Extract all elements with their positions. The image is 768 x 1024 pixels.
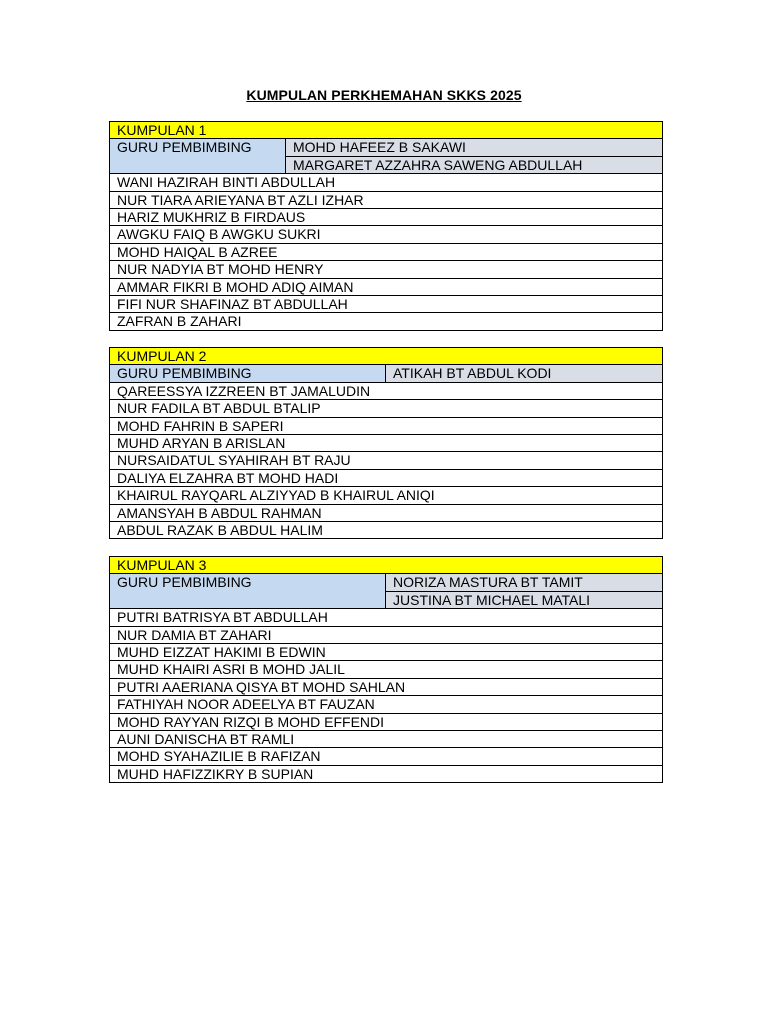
member-row bbox=[110, 643, 663, 660]
guru-name: MARGARET AZZAHRA SAWENG ABDULLAH bbox=[286, 156, 663, 173]
member-name: QAREESSYA IZZREEN BT JAMALUDIN bbox=[110, 382, 663, 399]
guru-name: MOHD HAFEEZ B SAKAWI bbox=[286, 139, 663, 156]
guru-row bbox=[110, 365, 663, 382]
member-name: AUNI DANISCHA BT RAMLI bbox=[110, 730, 663, 747]
member-row bbox=[110, 243, 663, 260]
member-row bbox=[110, 174, 663, 191]
member-name: NUR FADILA BT ABDUL BTALIP bbox=[110, 400, 663, 417]
member-row bbox=[110, 661, 663, 678]
member-name: MOHD SYAHAZILIE B RAFIZAN bbox=[110, 748, 663, 765]
member-row bbox=[110, 382, 663, 399]
member-name: NUR NADYIA BT MOHD HENRY bbox=[110, 261, 663, 278]
member-name: PUTRI BATRISYA BT ABDULLAH bbox=[110, 609, 663, 626]
member-row bbox=[110, 748, 663, 765]
guru-label: GURU PEMBIMBING bbox=[110, 574, 386, 609]
member-name: NUR TIARA ARIEYANA BT AZLI IZHAR bbox=[110, 191, 663, 208]
member-row bbox=[110, 434, 663, 451]
member-row bbox=[110, 469, 663, 486]
member-name: MUHD EIZZAT HAKIMI B EDWIN bbox=[110, 643, 663, 660]
group-name: KUMPULAN 1 bbox=[110, 122, 663, 139]
member-name: MUHD ARYAN B ARISLAN bbox=[110, 434, 663, 451]
group-table bbox=[109, 121, 663, 331]
group-name: KUMPULAN 2 bbox=[110, 348, 663, 365]
member-name: MUHD HAFIZZIKRY B SUPIAN bbox=[110, 765, 663, 782]
member-name: ABDUL RAZAK B ABDUL HALIM bbox=[110, 521, 663, 538]
guru-label: GURU PEMBIMBING bbox=[110, 139, 286, 174]
member-name: MOHD HAIQAL B AZREE bbox=[110, 243, 663, 260]
member-row bbox=[110, 678, 663, 695]
guru-row bbox=[110, 139, 663, 156]
member-name: ZAFRAN B ZAHARI bbox=[110, 313, 663, 330]
member-name: WANI HAZIRAH BINTI ABDULLAH bbox=[110, 174, 663, 191]
group-name: KUMPULAN 3 bbox=[110, 557, 663, 574]
member-name: NUR DAMIA BT ZAHARI bbox=[110, 626, 663, 643]
member-row bbox=[110, 452, 663, 469]
guru-row bbox=[110, 574, 663, 591]
member-row bbox=[110, 417, 663, 434]
member-row bbox=[110, 400, 663, 417]
group-header-row bbox=[110, 557, 663, 574]
member-name: NURSAIDATUL SYAHIRAH BT RAJU bbox=[110, 452, 663, 469]
member-row bbox=[110, 765, 663, 782]
member-row bbox=[110, 713, 663, 730]
member-row bbox=[110, 226, 663, 243]
page-title: KUMPULAN PERKHEMAHAN SKKS 2025 bbox=[246, 87, 522, 103]
guru-name: ATIKAH BT ABDUL KODI bbox=[386, 365, 663, 382]
member-name: FIFI NUR SHAFINAZ BT ABDULLAH bbox=[110, 295, 663, 312]
member-name: AWGKU FAIQ B AWGKU SUKRI bbox=[110, 226, 663, 243]
member-name: MUHD KHAIRI ASRI B MOHD JALIL bbox=[110, 661, 663, 678]
member-name: HARIZ MUKHRIZ B FIRDAUS bbox=[110, 208, 663, 225]
member-name: AMMAR FIKRI B MOHD ADIQ AIMAN bbox=[110, 278, 663, 295]
member-name: DALIYA ELZAHRA BT MOHD HADI bbox=[110, 469, 663, 486]
member-row bbox=[110, 521, 663, 538]
member-row bbox=[110, 730, 663, 747]
member-row bbox=[110, 696, 663, 713]
guru-label: GURU PEMBIMBING bbox=[110, 365, 386, 382]
member-row bbox=[110, 295, 663, 312]
group-header-row bbox=[110, 348, 663, 365]
guru-name: NORIZA MASTURA BT TAMIT bbox=[386, 574, 663, 591]
member-row bbox=[110, 278, 663, 295]
member-row bbox=[110, 191, 663, 208]
member-row bbox=[110, 208, 663, 225]
member-name: AMANSYAH B ABDUL RAHMAN bbox=[110, 504, 663, 521]
group-table bbox=[109, 556, 663, 783]
member-name: MOHD RAYYAN RIZQI B MOHD EFFENDI bbox=[110, 713, 663, 730]
group-header-row bbox=[110, 122, 663, 139]
member-row bbox=[110, 626, 663, 643]
member-name: FATHIYAH NOOR ADEELYA BT FAUZAN bbox=[110, 696, 663, 713]
member-row bbox=[110, 487, 663, 504]
group-table bbox=[109, 347, 663, 539]
member-name: MOHD FAHRIN B SAPERI bbox=[110, 417, 663, 434]
member-name: PUTRI AAERIANA QISYA BT MOHD SAHLAN bbox=[110, 678, 663, 695]
member-row bbox=[110, 261, 663, 278]
guru-name: JUSTINA BT MICHAEL MATALI bbox=[386, 591, 663, 608]
member-row bbox=[110, 609, 663, 626]
member-name: KHAIRUL RAYQARL ALZIYYAD B KHAIRUL ANIQI bbox=[110, 487, 663, 504]
member-row bbox=[110, 504, 663, 521]
member-row bbox=[110, 313, 663, 330]
